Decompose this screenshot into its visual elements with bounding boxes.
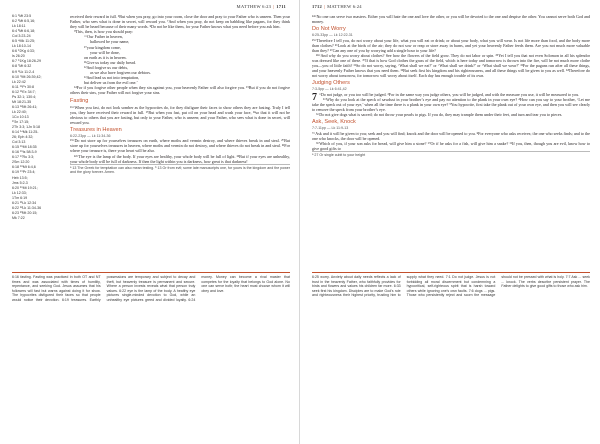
cross-reference-entry: 6:21 ²¹Lk 12:34	[12, 200, 37, 205]
left-page-number: 1711	[276, 4, 286, 9]
prayer-intro: ⁹This, then, is how you should pray:	[74, 29, 134, 35]
cross-reference-entry: 6:1 ¹Mt 23:5	[12, 14, 32, 18]
cross-reference-entry: 6:9 ⁸Lk 11:2-4	[12, 69, 35, 74]
cross-reference-entry: Lk 12:33;	[12, 190, 27, 195]
prayer-line: as we also have forgiven our debtors.	[90, 70, 151, 76]
section-heading-judging: Judging Others	[312, 80, 350, 87]
right-main-text	[312, 14, 590, 157]
prayer-line: ¹²And forgive us our debts,	[84, 64, 129, 70]
parallel-reference: 6:25-33pp — Lk 12:22-31	[312, 33, 353, 38]
study-note-text: 6:16 fasting. Fasting was practiced in both OT and NT times and was associated with times of humility, repentance, and seeking God. Jesus assumes that his followers will fast but warns against doing it for show. The hypocrites disfigured their faces so that people would notice their devotion. 6:19 treasures. Earthly possessions are temporary and subject to decay and theft, but heavenly treasure is permanent and secure. Where a person invests reveals what that person truly values. 6:22 eye is the lamp of the body. A healthy eye pictures single-minded devotion to God, while an unhealthy eye pictures greed and divided loyalty. 6:24 money. Money can become a rival master that competes for the loyalty that belongs to God alone. No one can serve both; the heart must choose whom it will obey and love.	[12, 275, 290, 302]
prayer-line: ¹⁰your kingdom come,	[84, 44, 121, 50]
cross-reference-entry: 2Sm 12:20	[12, 160, 30, 165]
cross-reference-entry: 26; Eph 4:32;	[12, 135, 34, 140]
cross-reference-entry: 6:16 ¹⁶Is 58:3-9	[12, 150, 37, 155]
right-page-number: 1712	[312, 4, 322, 9]
cross-reference-entry: Heb 13:5;	[12, 175, 28, 180]
paragraph: ²²“The eye is the lamp of the body. If your eyes are healthy, your whole body will be full of light. ²³But if your eyes are unhealthy, your whole body will be full of darkness. If then the light within you is darkness, how great is that darkness!	[70, 153, 290, 164]
cross-reference-entry: 6:19 ¹⁹Pr 23:4;	[12, 170, 36, 175]
section-heading-worry: Do Not Worry	[312, 26, 346, 33]
cross-reference-entry: 6:12 ¹¹Ex 34:7;	[12, 89, 36, 94]
cross-reference-entry: 2Th 3:3; 1Jn 5:18	[12, 125, 40, 130]
paragraph: ⁶“Do not give dogs what is sacred; do not throw your pearls to pigs. If you do, they may trample them under their feet, and turn and tear you to pieces.	[316, 112, 563, 118]
cross-reference-entry: 6:17 ¹⁷Ru 3:3;	[12, 155, 35, 160]
paragraph: ⁷“Ask and it will be given to you; seek and you will find; knock and the door will be opened to you. ⁸For everyone who asks receives; the one who seeks finds; and to the one who knocks, the door will be opened.	[312, 130, 590, 141]
lords-prayer	[70, 34, 290, 85]
cross-reference-entry: 6:22 ²²Lk 11:34-36	[12, 205, 42, 210]
prayer-line: ¹¹Give us today our daily bread.	[84, 59, 137, 65]
cross-reference-entry: 6:5 ⁴Mk 11:25;	[12, 39, 36, 44]
cross-reference-entry: 6:6 ⁵2Kg 4:33;	[12, 49, 35, 54]
cross-reference-entry: 1Co 10:13	[12, 114, 29, 119]
study-notes-divider	[12, 272, 290, 273]
cross-reference-entry: Lk 18:11	[12, 24, 26, 29]
left-page-header	[237, 4, 286, 9]
cross-reference-entry: Ps 32:1; 130:4;	[12, 94, 37, 99]
header-separator: |	[273, 4, 275, 9]
cross-reference-entry: Lk 22:42	[12, 79, 26, 84]
cross-reference-entry: 6:2 ²Mt 6:5,16;	[12, 19, 36, 24]
right-study-notes	[312, 275, 590, 440]
cross-reference-entry: ¹³Jn 17:15;	[12, 119, 30, 124]
section-heading-ask: Ask, Seek, Knock	[312, 119, 356, 126]
left-study-notes	[12, 275, 290, 440]
prayer-line: on earth as it is in heaven.	[84, 54, 127, 60]
cross-reference-entry: 6:20 ²⁰Mt 19:21;	[12, 185, 38, 190]
paragraph: received their reward in full. ⁶But when you pray, go into your room, close the door and pray to your Father who is unseen. Then your Father, who sees what is done in secret, will reward you. ⁷And when you pray, do not keep on babbling like pagans, for they think they will be heard because of their many words. ⁸Do not be like them, for your Father knows what you need before you ask him.	[70, 14, 290, 30]
right-page-header	[312, 4, 362, 9]
prayer-line: ¹³And lead us not into temptation,	[84, 75, 140, 81]
paragraph: ³“Why do you look at the speck of sawdust in your brother’s eye and pay no attention to the plank in your own eye? ⁴How can you say to your brother, ‘Let me take the speck out of your eye,’ when all the time there is a plank in your own eye? ⁵You hypocrite, first take the plank out of your own eye, and then you will see clearly to remove the speck from your brother’s eye.	[312, 96, 590, 113]
cross-reference-entry: 6:4 ³Mt 6:6,18;	[12, 29, 36, 34]
paragraph: ²⁵“Therefore I tell you, do not worry about your life, what you will eat or drink; or about your body, what you will wear. Is not life more than food, and the body more than clothes? ²⁶Look at the birds of the air; they do not sow or reap or store away in barns, and yet your heavenly Father feeds them. Are you not much more valuable than they? ²⁷Can any one of you by worrying add a single hour to your life?	[312, 37, 590, 53]
cross-reference-entry: 6:7 ⁶1Kg 18:26-29	[12, 59, 42, 64]
cross-reference-entry: 6:13 ¹²Mt 26:41;	[12, 104, 38, 109]
cross-reference-entry: 6:18 ¹⁸Mt 6:4,6	[12, 165, 36, 170]
cross-reference-entry: Lk 18:10-14	[12, 44, 31, 49]
prayer-line: hallowed be your name,	[90, 39, 130, 45]
cross-reference-entry: 6:8 ⁷Mt 6:32	[12, 64, 32, 69]
study-note-text: 6:25 worry. Anxiety about daily needs reflects a lack of trust in the heavenly Father, who faithfully provides for birds and flowers and values his children far more. 6:33 seek first his kingdom. Disciples are to make God’s rule and righteousness their highest priority, trusting him to supply what they need. 7:1 Do not judge. Jesus is not forbidding all moral discernment but condemning a hypocritical, self-righteous spirit that is harsh toward others while ignoring one’s own faults. 7:6 dogs ... pigs. Those who persistently reject and scorn the message should not be pressed with what is holy. 7:7 Ask ... seek ... knock. The verbs describe persistent prayer. The Father delights to give good gifts to those who ask him.	[312, 275, 590, 298]
cross-reference-column	[12, 14, 67, 221]
cross-reference-entry: Col 3:13	[12, 140, 26, 145]
cross-reference-entry: 6:10 ⁹Mt 26:39,42;	[12, 74, 42, 79]
footnotes: ᵃ 13 The Greek for temptation can also mean testing. ᵇ 13 Or from evil; some late manuscripts one, for yours is the kingdom and the power and the glory forever. Amen.	[70, 165, 290, 175]
cross-reference-entry: Is 26:20	[12, 54, 25, 59]
section-heading-treasures: Treasures in Heaven	[70, 126, 122, 133]
header-separator: |	[324, 4, 326, 9]
chapter-number: 7	[312, 91, 317, 103]
right-page	[300, 0, 600, 444]
paragraph: ¹⁶“When you fast, do not look somber as the hypocrites do, for they disfigure their faces to show others they are fasting. Truly I tell you, they have received their reward in full. ¹⁷But when you fast, put oil on your head and wash your face, ¹⁸so that it will not be obvious to others that you are fasting, but only to your Father, who is unseen; and your Father, who sees what is done in secret, will reward you.	[70, 104, 290, 125]
cross-reference-entry: Col 3:23-24	[12, 34, 31, 39]
cross-reference-entry: 6:14 ¹⁴Mk 11:25-	[12, 130, 39, 135]
cross-reference-entry: 6:11 ¹⁰Pr 30:8	[12, 84, 34, 89]
paragraph: ¹⁴For if you forgive other people when they sin against you, your heavenly Father will also forgive you. ¹⁵But if you do not forgive others their sins, your Father will not forgive your sins.	[70, 85, 290, 96]
cross-reference-entry: 6:15 ¹⁵Mt 18:35	[12, 145, 37, 150]
section-heading-fasting: Fasting	[70, 97, 89, 104]
parallel-reference: 7:7-11pp — Lk 11:9-13	[312, 126, 349, 131]
prayer-line: but deliver us from the evil one.’	[84, 80, 138, 86]
paragraph: ²⁴“No one can serve two masters. Either you will hate the one and love the other, or you will be devoted to the one and despise the other. You cannot serve both God and money.	[312, 14, 590, 25]
cross-reference-entry: 1Tm 6:19	[12, 195, 28, 200]
cross-reference-entry: Lk 22:40;	[12, 109, 27, 114]
left-main-text	[70, 14, 290, 175]
paragraph: ²⁸“And why do you worry about clothes? See how the flowers of the field grow. They do not labor or spin. ²⁹Yet I tell you that not even Solomon in all his splendor was dressed like one of these. ³⁰If that is how God clothes the grass of the field, which is here today and tomorrow is thrown into the fire, will he not much more clothe you—you of little faith? ³¹So do not worry, saying, ‘What shall we eat?’ or ‘What shall we drink?’ or ‘What shall we wear?’ ³²For the pagans run after all these things, and your heavenly Father knows that you need them. ³³But seek first his kingdom and his righteousness, and all these things will be given to you as well. ³⁴Therefore do not worry about tomorrow, for tomorrow will worry about itself. Each day has enough trouble of its own.	[312, 52, 590, 79]
cross-reference-entry: 6:23 ²³Mt 20:15;	[12, 210, 38, 215]
cross-reference-entry: Jms 5:2-3	[12, 180, 28, 185]
footnotes: ᵃ 27 Or single cubit to your height	[312, 151, 590, 157]
parallel-reference: 6:22-23pp — Lk 11:34-36	[70, 133, 111, 138]
cross-reference-entry: Mk 7:22	[12, 215, 25, 220]
right-header-ref: MATTHEW 6:24	[327, 4, 362, 9]
prayer-line: “‘Our Father in heaven,	[84, 34, 123, 40]
prayer-line: your will be done,	[90, 49, 120, 55]
chapter-opening-text: “Do not judge, or you too will be judged. ²For in the same way you judge others, you will be judged, and with the measure you use, it will be measured to you.	[319, 91, 580, 97]
left-header-ref: MATTHEW 6:23	[236, 4, 272, 9]
cross-reference-entry: Mt 18:21-35	[12, 99, 32, 104]
parallel-reference: 7:3-5pp — Lk 6:41,42	[312, 87, 347, 92]
paragraph: ⁹“Which of you, if your son asks for bread, will give him a stone? ¹⁰Or if he asks for a fish, will give him a snake? ¹¹If you, then, though you are evil, know how to give good gifts to	[312, 140, 590, 151]
study-notes-divider	[312, 272, 590, 273]
paragraph: ¹⁹“Do not store up for yourselves treasures on earth, where moths and vermin destroy, and where thieves break in and steal. ²⁰But store up for yourselves treasures in heaven, where moths and vermin do not destroy, and where thieves do not break in and steal. ²¹For where your treasure is, there your heart will be also.	[70, 138, 290, 154]
